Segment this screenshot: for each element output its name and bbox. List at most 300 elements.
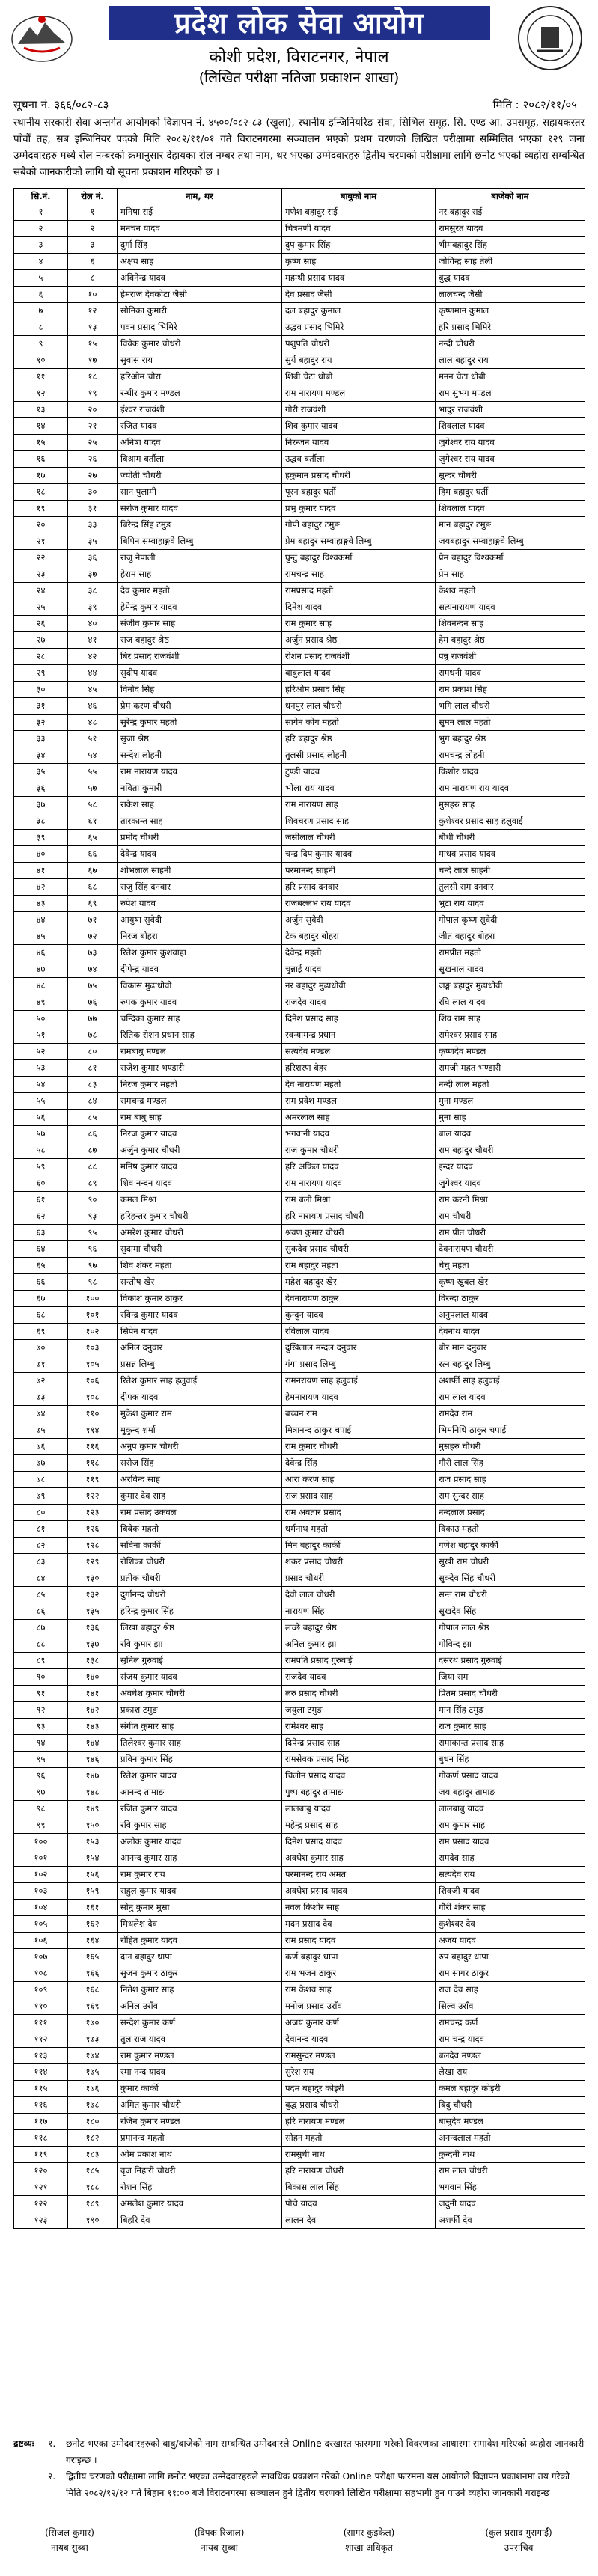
candidate-name: अरविन्द साह <box>118 1472 282 1488</box>
father-name: कुन्दुन यादव <box>282 1307 436 1324</box>
candidate-name: हरिन्द्र कुमार सिंह <box>118 1603 282 1620</box>
candidate-name: राजु सिंह दनवार <box>118 879 282 896</box>
serial-number: १४ <box>14 418 68 435</box>
father-name: रामसेवक प्रसाद सिंह <box>282 1752 436 1768</box>
roll-number: १५० <box>68 1817 118 1834</box>
father-name: दुप कुमार सिंह <box>282 237 436 254</box>
father-name: घुन्टु बहादुर विश्वकर्मा <box>282 550 436 566</box>
table-row <box>14 1027 585 1044</box>
roll-number: ९३ <box>68 1208 118 1225</box>
table-row <box>14 747 585 764</box>
signature-block <box>463 2525 575 2555</box>
table-row <box>14 2130 585 2147</box>
father-name: राम प्रवेश मण्डल <box>282 1093 436 1110</box>
roll-number: १८० <box>68 2114 118 2130</box>
father-name: रामप्रसाद महतो <box>282 583 436 599</box>
candidate-name: तिलेश्वर कुमार साह <box>118 1735 282 1752</box>
serial-number: ६८ <box>14 1307 68 1324</box>
candidate-name: अनिल उराँव <box>118 1998 282 2015</box>
candidate-name: अमरेश कुमार चौधरी <box>118 1225 282 1241</box>
roll-number: १३५ <box>68 1603 118 1620</box>
roll-number: ११४ <box>68 1422 118 1439</box>
roll-number: १६४ <box>68 1933 118 1949</box>
serial-number: ३२ <box>14 715 68 731</box>
serial-number: २५ <box>14 599 68 616</box>
father-name: पुष्प बहादुर तामाङ <box>282 1784 436 1801</box>
serial-number: १०२ <box>14 1867 68 1883</box>
grandfather-name: अशर्फी साह हलुवाई <box>436 1373 585 1389</box>
signatory-name: (सिजल कुमार) <box>45 2527 94 2538</box>
father-name: रामेश्वर साह <box>282 1719 436 1735</box>
father-name: पदम बहादुर कोइरी <box>282 2081 436 2097</box>
grandfather-name: मुना साह <box>436 1110 585 1126</box>
grandfather-name: कुन्दनी नाथ <box>436 2147 585 2163</box>
grandfather-name: बीर मान दनुवार <box>436 1340 585 1356</box>
candidate-name: रवि कुमार झा <box>118 1636 282 1653</box>
roll-number: १४४ <box>68 1735 118 1752</box>
table-row <box>14 566 585 583</box>
father-name: राम नारायण यादव <box>282 1175 436 1192</box>
roll-number: २६ <box>68 451 118 468</box>
serial-number: ११२ <box>14 2031 68 2048</box>
father-name: जसीलाल चौधरी <box>282 830 436 846</box>
roll-number: १६६ <box>68 1965 118 1982</box>
roll-number: ५८ <box>68 797 118 813</box>
father-name: रोशन प्रसाद राजवंशी <box>282 649 436 665</box>
grandfather-name: गोकर्ण प्रसाद यादव <box>436 1768 585 1784</box>
grandfather-name: नन्दी चौधरी <box>436 336 585 352</box>
roll-number: १५६ <box>68 1867 118 1883</box>
table-row <box>14 369 585 385</box>
grandfather-name: तुलसी राम दनवार <box>436 879 585 896</box>
table-body <box>14 204 585 2229</box>
serial-number: २१ <box>14 533 68 550</box>
roll-number: ११८ <box>68 1455 118 1472</box>
candidate-name: प्रेम करण चौधरी <box>118 698 282 715</box>
serial-number: २७ <box>14 632 68 649</box>
serial-number: ५० <box>14 1011 68 1027</box>
grandfather-name: रामसुरत यादव <box>436 221 585 237</box>
father-name: रामपति प्रसाद गुरुवाई <box>282 1653 436 1669</box>
father-name: राम कुमार चौधरी <box>282 1439 436 1455</box>
serial-number: १०६ <box>14 1933 68 1949</box>
signatory-name: (सागर कुइकेल) <box>343 2527 395 2538</box>
table-row <box>14 468 585 484</box>
grandfather-name: सुखदेव सिंह <box>436 1603 585 1620</box>
note-number: २. <box>48 2471 56 2482</box>
table-row <box>14 912 585 928</box>
table-row <box>14 1620 585 1636</box>
father-name: शिव कुमार यादव <box>282 418 436 435</box>
grandfather-name: रामप्रीत महतो <box>436 945 585 961</box>
roll-number: ७४ <box>68 961 118 978</box>
table-row <box>14 2212 585 2229</box>
grandfather-name: राम लाल यादव <box>436 1389 585 1406</box>
serial-number: ११ <box>14 369 68 385</box>
table-row <box>14 698 585 715</box>
candidate-name: रुपेश यादव <box>118 896 282 912</box>
col-header-grandfather: बाजेको नाम <box>436 189 585 204</box>
candidate-name: ओम प्रकाश नाथ <box>118 2147 282 2163</box>
serial-number: ६५ <box>14 1258 68 1274</box>
grandfather-name: विरन्दा ठाकुर <box>436 1291 585 1307</box>
table-row <box>14 813 585 830</box>
candidate-name: निरज बोहरा <box>118 928 282 945</box>
candidate-name: राज बहादुर श्रेष्ठ <box>118 632 282 649</box>
roll-number: ३ <box>68 237 118 254</box>
serial-number: ४५ <box>14 928 68 945</box>
father-name: बच्चन राम <box>282 1406 436 1422</box>
serial-number: १०१ <box>14 1850 68 1867</box>
grandfather-name: गोपाल कृष्ण सुवेदी <box>436 912 585 928</box>
serial-number: ६४ <box>14 1241 68 1258</box>
candidate-name: विनोद सिंह <box>118 682 282 698</box>
table-row <box>14 1422 585 1439</box>
father-name: चुन्नाई यादव <box>282 961 436 978</box>
father-name: हरि प्रसाद दनवार <box>282 879 436 896</box>
grandfather-name: बौधी चौधरी <box>436 830 585 846</box>
father-name: उद्धव प्रसाद भिमिरे <box>282 319 436 336</box>
roll-number: १७ <box>68 352 118 369</box>
father-name: राज प्रसाद साह <box>282 1488 436 1505</box>
grandfather-name: रामाकान्त प्रसाद साह <box>436 1735 585 1752</box>
serial-number: ३७ <box>14 797 68 813</box>
grandfather-name: राम बहादुर चौधरी <box>436 1142 585 1159</box>
roll-number: १७५ <box>68 2064 118 2081</box>
father-name: सत्यदेव मण्डल <box>282 1044 436 1060</box>
father-name: सोहन महतो <box>282 2130 436 2147</box>
serial-number: २४ <box>14 583 68 599</box>
father-name: प्रभु कुमार यादव <box>282 501 436 517</box>
grandfather-name: राम चन्द्र यादव <box>436 2031 585 2048</box>
candidate-name: संजीव कुमार साह <box>118 616 282 632</box>
father-name: मित्रानन्द ठाकुर चपाई <box>282 1422 436 1439</box>
grandfather-name: भगि लाल चौधरी <box>436 698 585 715</box>
roll-number: १०६ <box>68 1373 118 1389</box>
father-name: हरि नारायण प्रसाद चौधरी <box>282 1208 436 1225</box>
grandfather-name: सन्त राम चौधरी <box>436 1587 585 1603</box>
serial-number: ६१ <box>14 1192 68 1208</box>
serial-number: १० <box>14 352 68 369</box>
grandfather-name: हेम बहादुर श्रेष्ठ <box>436 632 585 649</box>
table-row <box>14 731 585 747</box>
father-name: अमरलाल साह <box>282 1110 436 1126</box>
results-table <box>13 188 585 2229</box>
grandfather-name: गणेश बहादुर कार्की <box>436 1538 585 1554</box>
serial-number: ९७ <box>14 1784 68 1801</box>
candidate-name: रजित यादव <box>118 418 282 435</box>
table-row <box>14 1719 585 1735</box>
father-name: लालन देव <box>282 2212 436 2229</box>
father-name: अनिल कुमार झा <box>282 1636 436 1653</box>
grandfather-name: सुक्देव सिंह चौधरी <box>436 1570 585 1587</box>
grandfather-name: शिव राम साह <box>436 1011 585 1027</box>
grandfather-name: गौरी शंकर साह <box>436 1900 585 1916</box>
grandfather-name: रामचन्द्र कर्ण <box>436 2015 585 2031</box>
grandfather-name: कृष्ण खुबल खेर <box>436 1274 585 1291</box>
roll-number: २७ <box>68 468 118 484</box>
father-name: परमानन्द साहनी <box>282 863 436 879</box>
grandfather-name: राम नारायण राय यादव <box>436 780 585 797</box>
table-row <box>14 715 585 731</box>
table-row <box>14 1521 585 1538</box>
candidate-name: अक्षय साह <box>118 254 282 270</box>
grandfather-name: कमल बहादुर कोइरी <box>436 2081 585 2097</box>
serial-number: ३१ <box>14 698 68 715</box>
father-name: चित्रमणी यादव <box>282 221 436 237</box>
header <box>0 0 598 88</box>
notice-number: सूचना नं. ३६६/०८२-८३ <box>13 98 109 111</box>
candidate-name: रितेश कुमार यादव <box>118 1768 282 1784</box>
father-name: देवेन्द्र महतो <box>282 945 436 961</box>
roll-number: १२२ <box>68 1488 118 1505</box>
grandfather-name: राम प्रकाश सिंह <box>436 682 585 698</box>
serial-number: ३५ <box>14 764 68 780</box>
father-name: रवन्यामन्द्र प्रधान <box>282 1027 436 1044</box>
father-name: हरि बहादुर श्रेष्ठ <box>282 731 436 747</box>
candidate-name: प्रकाश टमुङ <box>118 1702 282 1719</box>
roll-number: १८९ <box>68 2196 118 2212</box>
roll-number: १३ <box>68 319 118 336</box>
serial-number: ९६ <box>14 1768 68 1784</box>
serial-number: ९ <box>14 336 68 352</box>
serial-number: ४१ <box>14 863 68 879</box>
father-name: राम नारायण मण्डल <box>282 385 436 402</box>
roll-number: १३२ <box>68 1587 118 1603</box>
candidate-name: हेमेन्द्र कुमार यादव <box>118 599 282 616</box>
table-row <box>14 1834 585 1850</box>
candidate-name: सोनिका कुमारी <box>118 303 282 319</box>
father-name: नर बहादुर मुढाधोवी <box>282 978 436 994</box>
serial-number: ८९ <box>14 1653 68 1669</box>
roll-number: १५३ <box>68 1834 118 1850</box>
table-row <box>14 319 585 336</box>
father-name: बुद्ध प्रसाद चौधरी <box>282 2097 436 2114</box>
roll-number: ९६ <box>68 1241 118 1258</box>
father-name: उद्धव बर्तौला <box>282 451 436 468</box>
roll-number: १९० <box>68 2212 118 2229</box>
serial-number: ६० <box>14 1175 68 1192</box>
grandfather-name: रामदेव राम <box>436 1406 585 1422</box>
grandfather-name: अशर्फी देव <box>436 2212 585 2229</box>
father-name: पूरन बहादुर घर्ती <box>282 484 436 501</box>
roll-number: १३० <box>68 1570 118 1587</box>
roll-number: १५ <box>68 336 118 352</box>
table-row <box>14 2163 585 2179</box>
signature-block <box>13 2525 126 2555</box>
grandfather-name: चन्दे लाल साहनी <box>436 863 585 879</box>
candidate-name: बिपिन सम्वाहाङ्गवे लिम्बु <box>118 533 282 550</box>
table-row <box>14 616 585 632</box>
candidate-name: अलोक कुमार यादव <box>118 1834 282 1850</box>
grandfather-name: नन्दलाल प्रसाद <box>436 1505 585 1521</box>
father-name: सुरेश राय <box>282 2064 436 2081</box>
father-name: रामचन्द्र साह <box>282 566 436 583</box>
candidate-name: प्रसन्न लिम्बु <box>118 1356 282 1373</box>
grandfather-name: देवनारायण चौधरी <box>436 1241 585 1258</box>
serial-number: ६३ <box>14 1225 68 1241</box>
grandfather-name: सत्यदेव राय <box>436 1867 585 1883</box>
grandfather-name: प्रेम साह <box>436 566 585 583</box>
serial-number: ५९ <box>14 1159 68 1175</box>
father-name: लालबाबु यादव <box>282 1801 436 1817</box>
father-name: राम कुमार साह <box>282 616 436 632</box>
reference-line <box>13 97 585 114</box>
roll-number: १७० <box>68 2015 118 2031</box>
roll-number: १२ <box>68 303 118 319</box>
grandfather-name: सुन्दर चौधरी <box>436 468 585 484</box>
table-row <box>14 1324 585 1340</box>
table-row <box>14 1784 585 1801</box>
father-name: राम प्रसाद यादव <box>282 1933 436 1949</box>
signature-block <box>163 2525 275 2555</box>
father-name: बाबुलाल यादव <box>282 665 436 682</box>
table-row <box>14 1142 585 1159</box>
candidate-name: प्रविन कुमार सिंह <box>118 1752 282 1768</box>
candidate-name: राकेश साह <box>118 797 282 813</box>
table-row <box>14 1982 585 1998</box>
roll-number: १७६ <box>68 2081 118 2097</box>
grandfather-name: शिवनन्दन साह <box>436 616 585 632</box>
grandfather-name: लाल बहादुर राय <box>436 352 585 369</box>
table-row <box>14 994 585 1011</box>
table-row <box>14 1389 585 1406</box>
father-name: हरिशरण बेहर <box>282 1060 436 1077</box>
roll-number: ७८ <box>68 1027 118 1044</box>
father-name: प्रेम बहादुर सम्वाहाङ्गवे लिम्बु <box>282 533 436 550</box>
grandfather-name: राज देव साह <box>436 1982 585 1998</box>
roll-number: १२८ <box>68 1538 118 1554</box>
candidate-name: अमित कुमार चौधरी <box>118 2097 282 2114</box>
serial-number: ८ <box>14 319 68 336</box>
father-name: देवानन्द यादव <box>282 2031 436 2048</box>
grandfather-name: मनन चेटा धोबी <box>436 369 585 385</box>
table-row <box>14 830 585 846</box>
candidate-name: प्रमोद चौधरी <box>118 830 282 846</box>
table-row <box>14 945 585 961</box>
grandfather-name: अजय यादव <box>436 1933 585 1949</box>
candidate-name: रोशन सिंह <box>118 2179 282 2196</box>
table-row <box>14 1291 585 1307</box>
grandfather-name: जोगिन्द्र साह तेली <box>436 254 585 270</box>
father-name: सुर्य बहादुर राय <box>282 352 436 369</box>
serial-number: ७३ <box>14 1389 68 1406</box>
father-name: भगवानी यादव <box>282 1126 436 1142</box>
serial-number: ११९ <box>14 2147 68 2163</box>
table-row <box>14 928 585 945</box>
note-item <box>13 2468 585 2501</box>
candidate-name: दीपेन्द्र यादव <box>118 961 282 978</box>
serial-number: ८८ <box>14 1636 68 1653</box>
table-row <box>14 2179 585 2196</box>
table-row <box>14 1274 585 1291</box>
roll-number: ६१ <box>68 813 118 830</box>
candidate-name: आनन्द कुमार साह <box>118 1850 282 1867</box>
serial-number: ८० <box>14 1505 68 1521</box>
serial-number: ७२ <box>14 1373 68 1389</box>
serial-number: ७६ <box>14 1439 68 1455</box>
father-name: रामनरायण साह हलुवाई <box>282 1373 436 1389</box>
grandfather-name: सुखी राम चौधरी <box>436 1554 585 1570</box>
candidate-name: कुमार कार्की <box>118 2081 282 2097</box>
roll-number: ९७ <box>68 1258 118 1274</box>
grandfather-name: मुसहरु साह <box>436 797 585 813</box>
serial-number: ६ <box>14 287 68 303</box>
serial-number: ११० <box>14 1998 68 2015</box>
roll-number: १४० <box>68 1669 118 1686</box>
table-row <box>14 1801 585 1817</box>
roll-number: १६२ <box>68 1916 118 1933</box>
serial-number: १५ <box>14 435 68 451</box>
table-row <box>14 1439 585 1455</box>
roll-number: ८३ <box>68 1077 118 1093</box>
serial-number: ५२ <box>14 1044 68 1060</box>
roll-number: १४६ <box>68 1752 118 1768</box>
table-row <box>14 1768 585 1784</box>
roll-number: ५५ <box>68 764 118 780</box>
table-row <box>14 1702 585 1719</box>
grandfather-name: जुगेश्वर राय यादव <box>436 435 585 451</box>
grandfather-name: जदुनी यादव <box>436 2196 585 2212</box>
note-text: छनोट भएका उम्मेदवारहरुको बाबु/बाजेको नाम सम्बन्धित उम्मेदवारले Online दरखास्त फारममा भरेको विवरणका आधारमा समावेश गरिएको व्यहोरा जानकारी गराइन्छ । <box>66 2438 585 2465</box>
signatory-name: (दिपक रिजाल) <box>194 2527 245 2538</box>
roll-number: ३९ <box>68 599 118 616</box>
candidate-name: हरिओम चौरा <box>118 369 282 385</box>
grandfather-name: राम सुन्दर साह <box>436 1488 585 1505</box>
serial-number: १०४ <box>14 1900 68 1916</box>
grandfather-name: शिवजी यादव <box>436 1883 585 1900</box>
table-row <box>14 303 585 319</box>
candidate-name: कुमार देव साह <box>118 1488 282 1505</box>
roll-number: ४५ <box>68 682 118 698</box>
father-name: गणेश बहादुर राई <box>282 204 436 221</box>
grandfather-name: राम कुमार साह <box>436 1817 585 1834</box>
father-name: मदन प्रसाद देव <box>282 1916 436 1933</box>
father-name: टुण्डी यादव <box>282 764 436 780</box>
serial-number: ११७ <box>14 2114 68 2130</box>
grandfather-name: रामेश्वर प्रसाद साह <box>436 1027 585 1044</box>
serial-number: २६ <box>14 616 68 632</box>
signatory-title: शाखा अधिकृत <box>345 2542 393 2553</box>
candidate-name: रजिन कुमार मण्डल <box>118 2114 282 2130</box>
father-name: तुलसी प्रसाद लोहनी <box>282 747 436 764</box>
serial-number: ४४ <box>14 912 68 928</box>
grandfather-name: विकाउ महतो <box>436 1521 585 1538</box>
candidate-name: सुवास राय <box>118 352 282 369</box>
candidate-name: सन्देश कुमार कर्ण <box>118 2015 282 2031</box>
table-row <box>14 1570 585 1587</box>
grandfather-name: अनन्दलाल महतो <box>436 2130 585 2147</box>
serial-number: ९२ <box>14 1702 68 1719</box>
table-row <box>14 221 585 237</box>
father-name: बिकास लाल सिंह <box>282 2179 436 2196</box>
roll-number: १६५ <box>68 1949 118 1965</box>
candidate-name: राहुल कुमार यादव <box>118 1883 282 1900</box>
serial-number: ८५ <box>14 1587 68 1603</box>
grandfather-name: रामचन्द्र लोहनी <box>436 747 585 764</box>
grandfather-name: मुना मण्डल <box>436 1093 585 1110</box>
grandfather-name: कृष्णदेव मण्डल <box>436 1044 585 1060</box>
candidate-name: अनिल दनुवार <box>118 1340 282 1356</box>
table-row <box>14 863 585 879</box>
father-name: हरि अकिल यादव <box>282 1159 436 1175</box>
grandfather-name: नर बहादुर राई <box>436 204 585 221</box>
grandfather-name: भुटा राय यादव <box>436 896 585 912</box>
serial-number: ११६ <box>14 2097 68 2114</box>
candidate-name: रामबाबु मण्डल <box>118 1044 282 1060</box>
father-name: निरन्जन यादव <box>282 435 436 451</box>
candidate-name: निरज कुमार यादव <box>118 1126 282 1142</box>
